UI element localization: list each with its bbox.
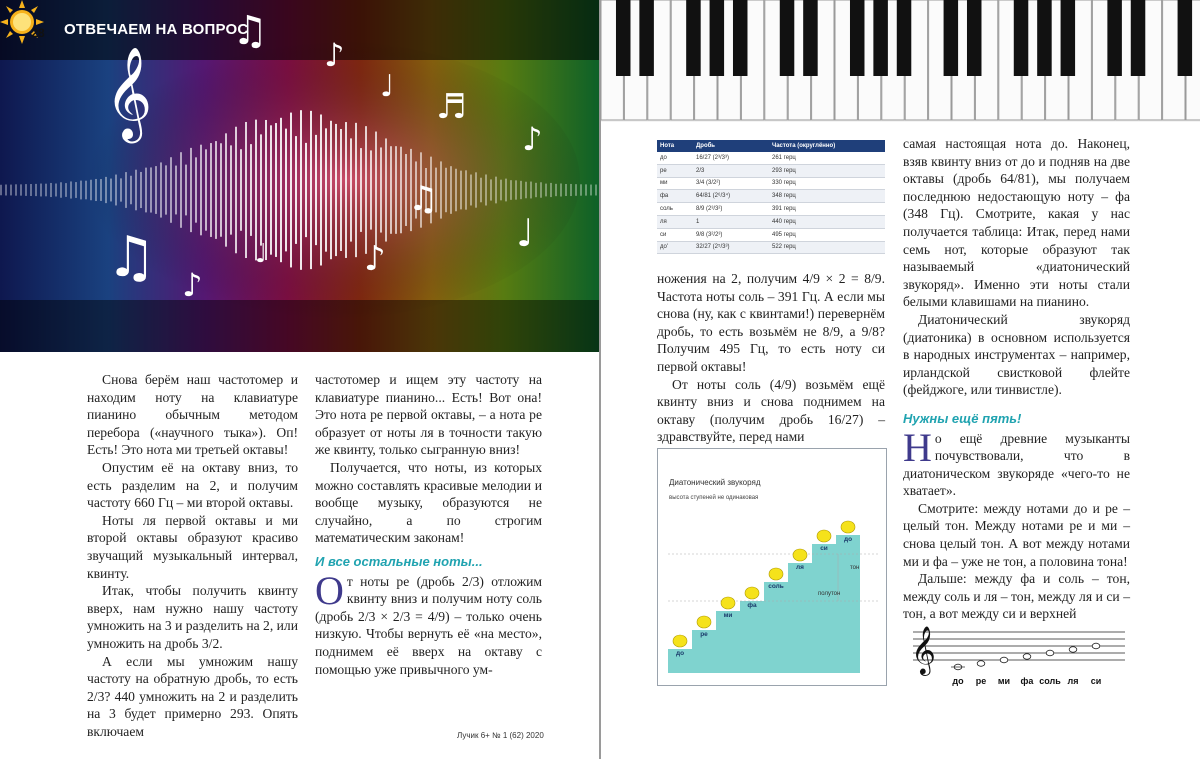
section-rubric: ОТВЕЧАЕМ НА ВОПРОС (64, 21, 249, 38)
table-row (657, 190, 885, 203)
wave-bar (310, 111, 312, 269)
wave-bar (165, 165, 167, 214)
wave-bar (35, 184, 37, 196)
wave-bar (585, 184, 587, 195)
wave-bar (70, 181, 72, 198)
note-label: до (843, 536, 853, 543)
paragraph: Итак, чтобы получить квинту вверх, нам нужно нашу частоту умножить на 3 и разделить на 2, или умножить на дробь 3/2. (87, 583, 298, 651)
wave-bar (555, 184, 557, 196)
section-subheading: И все остальные ноты... (315, 553, 483, 569)
wave-bar (510, 180, 512, 200)
wave-bar (90, 180, 92, 200)
wave-bar (590, 185, 592, 196)
wave-bar (530, 182, 532, 199)
wave-bar (280, 118, 282, 262)
black-key (616, 0, 631, 76)
cell: 261 герц (769, 152, 885, 164)
wave-bar (320, 115, 322, 266)
notes-table (657, 140, 885, 254)
issue-footer: Лучик 6+ № 1 (62) 2020 (457, 731, 544, 740)
wave-bar (540, 182, 542, 197)
note-icon: ♩ (255, 239, 268, 269)
cell: 1 (693, 215, 769, 228)
table-row (657, 152, 885, 164)
table-row (657, 177, 885, 190)
wave-bar (330, 121, 332, 259)
table-row (657, 203, 885, 216)
black-key (850, 0, 865, 76)
table-row (657, 241, 885, 254)
staff-note-label: фа (1020, 676, 1034, 686)
cell: 9/8 (3²/2³) (693, 228, 769, 241)
wave-bar (370, 150, 372, 229)
staircase-graphic (658, 449, 886, 685)
wave-bar (460, 171, 462, 210)
note-ball (793, 549, 807, 561)
wave-bar (335, 124, 337, 256)
wave-bar (95, 179, 97, 201)
wave-bar (475, 172, 477, 207)
note-ball (673, 635, 687, 647)
cell: 293 герц (769, 164, 885, 177)
table-header: Нота (657, 140, 693, 152)
wave-bar (525, 182, 527, 199)
note-label: си (820, 545, 828, 552)
cell: си (657, 228, 693, 241)
wave-bar (210, 143, 212, 237)
wave-bar (100, 179, 102, 201)
note-ball (817, 530, 831, 542)
staff-note (1092, 643, 1100, 649)
wave-bar (45, 184, 47, 197)
cell: 440 герц (769, 215, 885, 228)
wave-bar (480, 178, 482, 203)
black-key (967, 0, 982, 76)
staff-note (1069, 647, 1077, 653)
wave-bar (495, 177, 497, 204)
note-icon: ♬ (436, 87, 467, 127)
cell: соль (657, 203, 693, 216)
wave-bar (115, 175, 117, 206)
wave-bar (315, 135, 317, 245)
right-column-1 (657, 270, 885, 446)
paragraph: самая настоящая нота до. Наконец, взяв квинту вниз от до и подняв на две октавы (дробь 64/81), мы получаем последнюю недостающую ноту – фа (348 Гц). Смотрите, какая у нас получается таблица: Итак, перед нами семь нот, которые образуют так называемый «диатонический звукоряд». Именно эти ноты стали белыми клавишами на пианино. (903, 136, 1130, 310)
piano-keyboard-image (601, 0, 1200, 122)
wave-bar (565, 184, 567, 196)
right-column-2 (903, 135, 1130, 623)
paragraph: частотомер и ищем эту частоту на клавиатуре пианино... Есть! Вот она! Это нота ре первой октавы, – а нота ре образует от ноты ля в точности такую же квинту, только сыгранную вниз! (315, 372, 542, 458)
wave-bar (260, 134, 262, 245)
wave-bar (75, 182, 77, 198)
note-label: ми (723, 612, 733, 619)
paragraph-with-dropcap (315, 567, 542, 679)
wave-bar (380, 147, 382, 232)
left-column-2 (315, 371, 542, 678)
note-icon: ♪ (324, 36, 345, 74)
note-icon: ♫ (408, 179, 439, 219)
wave-bar (450, 166, 452, 214)
staff-note-label: си (1090, 676, 1102, 686)
wave-bar (395, 146, 397, 234)
wave-bar (30, 184, 32, 196)
black-key (733, 0, 748, 76)
cell: 348 герц (769, 190, 885, 203)
wave-bar (110, 179, 112, 202)
black-key (710, 0, 725, 76)
wave-bar (580, 184, 582, 195)
wave-bar (340, 129, 342, 251)
wave-bar (300, 110, 302, 270)
wave-bar (205, 149, 207, 230)
cell: 8/9 (2³/3²) (693, 203, 769, 216)
wave-bar (550, 183, 552, 197)
staff-note (1046, 650, 1054, 656)
black-key (1061, 0, 1076, 76)
wave-bar (355, 123, 357, 257)
cell: 522 герц (769, 241, 885, 254)
wave-bar (325, 128, 327, 251)
note-label: ля (796, 564, 804, 571)
wave-bar (270, 125, 272, 254)
table-row (657, 164, 885, 177)
black-key (686, 0, 701, 76)
paragraph: Диатонический звукоряд (диатоника) в основном используется в народных инструментах – например, ирландской свистковой флейте (фейджоге, или тинвистле). (903, 311, 1130, 398)
drop-cap: О (315, 567, 344, 613)
staff-note-label: ми (997, 676, 1011, 686)
wave-bar (515, 180, 517, 199)
wave-bar (145, 168, 147, 213)
note-icon: ♩ (380, 69, 395, 104)
diagram-subtitle: высота ступеней не одинаковая (669, 495, 759, 501)
table-row (657, 215, 885, 228)
wave-bar (215, 141, 217, 239)
note-icon: ♪ (364, 239, 386, 279)
wave-bar (445, 168, 447, 212)
paragraph: А если мы умножим нашу частоту на обратную дробь, то есть 2/3? 440 умножить на 2 и разделить на 3 будет примерно 293. Опять включаем (87, 653, 298, 739)
wave-bar (345, 122, 347, 258)
black-key (897, 0, 912, 76)
table-header: Частота (округлённо) (769, 140, 885, 152)
wave-bar (520, 181, 522, 199)
wave-bar (125, 172, 127, 208)
cell: 391 герц (769, 203, 885, 216)
wave-bar (0, 185, 2, 195)
wave-bar (225, 133, 227, 246)
note-icon: ♪ (522, 120, 543, 158)
wave-bar (135, 170, 137, 211)
staff-note-label: ре (975, 676, 987, 686)
wave-bar (15, 184, 17, 195)
diatonic-scale-diagram (657, 448, 887, 686)
cell: 495 герц (769, 228, 885, 241)
wave-bar (140, 172, 142, 208)
staff-note (977, 661, 985, 667)
wave-bar (385, 138, 387, 241)
wave-bar (485, 174, 487, 205)
wave-bar (40, 184, 42, 197)
wave-bar (105, 177, 107, 203)
wave-bar (575, 184, 577, 196)
wave-bar (155, 166, 157, 214)
paragraph: Ноты ля первой октавы и ми второй октавы образуют красиво звучащий музыкальный интервал, квинту. (87, 512, 298, 581)
cell: до' (657, 241, 693, 254)
wave-bar (130, 176, 132, 204)
music-staff-figure (903, 612, 1131, 687)
black-key (639, 0, 654, 76)
wave-bar (505, 179, 507, 202)
wave-bar (545, 184, 547, 197)
paragraph: Дальше: между фа и соль – тон, между соль и ля – тон, между ля и си – тон, а вот между си и верхней (903, 571, 1130, 622)
wave-bar (285, 129, 287, 252)
staff-note-label: ля (1067, 676, 1079, 686)
wave-bar (180, 152, 182, 228)
wave-bar (80, 181, 82, 200)
wave-bar (240, 149, 242, 231)
left-column-1 (87, 371, 298, 740)
table-row (657, 228, 885, 241)
wave-bar (190, 148, 192, 232)
staff-note (1023, 654, 1031, 660)
note-icon: ♪ (182, 266, 203, 304)
cell: 3/4 (3/2²) (693, 177, 769, 190)
wave-bar (150, 167, 152, 212)
wave-bar (350, 138, 352, 241)
wave-bar (305, 143, 307, 237)
wave-bar (175, 166, 177, 215)
note-icon: ♩ (516, 211, 534, 255)
diagram-title: Диатонический звукоряд (669, 478, 761, 487)
wave-bar (235, 127, 237, 254)
cell: 16/27 (2³/3³) (693, 152, 769, 164)
table-header: Дробь (693, 140, 769, 152)
note-label: фа (747, 602, 757, 609)
note-icon: ♫ (106, 225, 157, 290)
note-icon: ♫ (232, 8, 268, 54)
wave-bar (455, 169, 457, 212)
page-number: 28 (31, 26, 45, 40)
cell: 32/27 (2⁵/3³) (693, 241, 769, 254)
staff-note-label: до (952, 676, 964, 686)
note-label: соль (768, 583, 784, 590)
wave-bar (85, 181, 87, 200)
wave-bar (25, 184, 27, 196)
treble-clef-icon: 𝄞 (911, 625, 936, 674)
paragraph: Снова берём наш частотомер и находим ноту на клавиатуре пианино обычным методом перебора («научного тыка»). Оп! Есть! Это нота ми третьей октавы! (87, 372, 298, 458)
semitone-label: полутон (818, 591, 841, 597)
cell: до (657, 152, 693, 164)
cell: 64/81 (2⁶/3⁴) (693, 190, 769, 203)
paragraph: ножения на 2, получим 4/9 × 2 = 8/9. Частота ноты соль – 391 Гц. А если мы снова (ну, как с квинтами!) перевернём дробь, то есть возьмём не 8/9, а 9/8? Получим 495 Гц, то есть ноту си первой октавы! (657, 271, 885, 374)
cell: ля (657, 215, 693, 228)
cell: 2/3 (693, 164, 769, 177)
cell: ре (657, 164, 693, 177)
staff-note (1000, 657, 1008, 663)
black-key (1014, 0, 1029, 76)
wave-bar (55, 184, 57, 197)
tone-label: тон (850, 565, 860, 571)
paragraph: Смотрите: между нотами до и ре – целый тон. Между нотами ре и ми – снова целый тон. А вот между нотами ми и фа – уже не тон, а половина тона! (903, 500, 1130, 569)
note-label: до (675, 650, 685, 657)
wave-bar (500, 180, 502, 201)
black-key (780, 0, 795, 76)
wave-bar (440, 161, 442, 218)
wave-bar (465, 170, 467, 209)
wave-bar (560, 183, 562, 196)
wave-bar (490, 179, 492, 200)
wave-bar (230, 145, 232, 234)
black-key (1107, 0, 1122, 76)
wave-bar (245, 122, 247, 258)
wave-bar (295, 136, 297, 244)
note-ball (841, 521, 855, 533)
note-ball (697, 616, 711, 628)
note-ball (769, 568, 783, 580)
wave-bar (470, 175, 472, 206)
paragraph: От ноты соль (4/9) возьмём ещё квинту вниз и снова поднимем на октаву (получим дробь 16/27) – здравствуйте, перед нами (657, 376, 885, 445)
black-key (873, 0, 888, 76)
section-subheading: Нужны ещё пять! (903, 410, 1022, 426)
drop-cap: Н (903, 424, 932, 470)
cell: фа (657, 190, 693, 203)
wave-bar (60, 182, 62, 198)
wave-bar (570, 184, 572, 196)
paragraph-text: т ноты ре (дробь 2/3) отложим квинту вниз и получим ноту соль (дробь 2/3 × 2/3 = 4/9) – только очень низкую. Чтобы вернуть её «на место», поднимем её вверх на октаву с помощью уже привычного ум- (315, 573, 542, 677)
wave-bar (360, 148, 362, 232)
wave-bar (185, 165, 187, 216)
wave-bar (390, 146, 392, 234)
wave-bar (595, 185, 597, 196)
wave-bar (275, 123, 277, 257)
wave-bar (160, 162, 162, 217)
paragraph: Опустим её на октаву вниз, то есть разделим на 2, и получим частоту 660 Гц – ми второй октавы. (87, 459, 298, 511)
wave-bar (250, 144, 252, 236)
wave-bar (5, 184, 7, 195)
note-ball (721, 597, 735, 609)
wave-bar (195, 157, 197, 222)
black-key (944, 0, 959, 76)
paragraph-text: о ещё древние музыканты почувствовали, что в диатоническом звукоряде «чего-то не хватает». (903, 430, 1130, 499)
black-key (1037, 0, 1052, 76)
sound-wave-illustration (0, 0, 600, 352)
black-key (1178, 0, 1193, 76)
staircase-steps (668, 535, 860, 673)
wave-bar (170, 157, 172, 223)
note-ball (745, 587, 759, 599)
black-key (803, 0, 818, 76)
wave-bar (375, 132, 377, 249)
wave-bar (400, 147, 402, 234)
paragraph-with-dropcap (903, 424, 1130, 500)
paragraph: Получается, что ноты, из которых можно составлять красивые мелодии и вообще музыку, образуются не случайно, а по строгим математическим законам! (315, 459, 542, 546)
staff-note-label: соль (1039, 676, 1061, 686)
wave-bar (50, 183, 52, 197)
wave-bar (220, 143, 222, 236)
cell: 330 герц (769, 177, 885, 190)
wave-bar (365, 126, 367, 254)
wave-bar (535, 183, 537, 197)
wave-bar (10, 185, 12, 196)
hero-image (0, 0, 600, 352)
black-key (1131, 0, 1146, 76)
wave-bar (290, 113, 292, 268)
wave-bar (65, 183, 67, 197)
treble-clef-icon: 𝄞 (105, 46, 153, 139)
cell: ми (657, 177, 693, 190)
wave-bar (200, 145, 202, 236)
wave-bar (405, 154, 407, 226)
wave-bar (120, 178, 122, 201)
note-label: ре (700, 631, 708, 638)
wave-bar (20, 184, 22, 195)
